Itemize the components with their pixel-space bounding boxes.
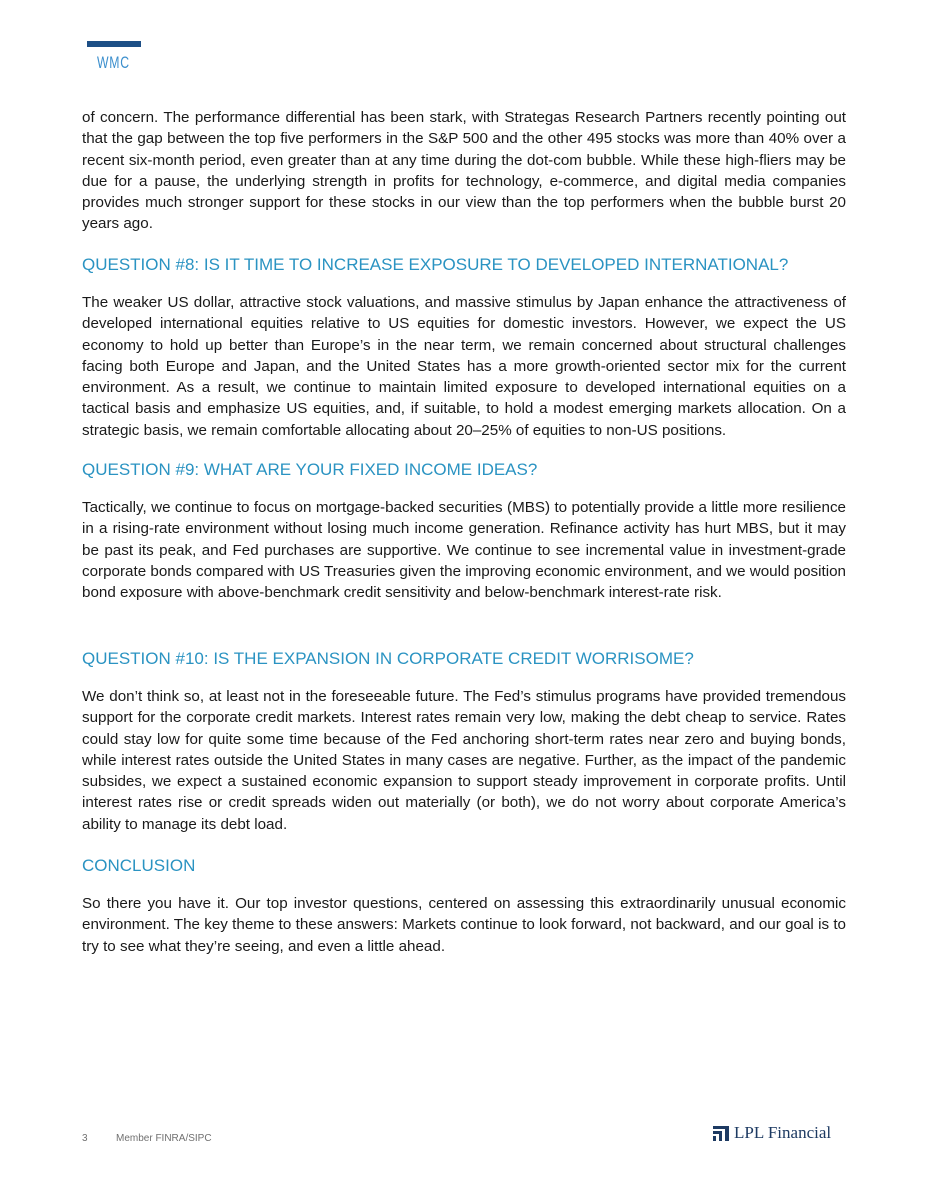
question-10-body: We don’t think so, at least not in the foreseeable future. The Fed’s stimulus programs have provided tremendous support for the corporate credit markets. Interest rates remain very low, making the debt cheap to service. Rates could stay low for quite some time because of the Fed anchoring short-term rates near zero and buying bonds, while interest rates outside the United States in many cases are negative. Further, as the impact of the pandemic subsides, we expect a sustained economic expansion to support steady improvement in corporate profits. Until interest rates rise or credit spreads widen out materially (or both), we do not worry about corporate America’s ability to manage its debt load. <box>82 688 846 833</box>
conclusion-body: So there you have it. Our top investor questions, centered on assessing this extraordinarily unusual economic environment. The key theme to these answers: Markets continue to look forward, not backward, and our goal is to try to see what they’re seeing, and even a little ahead. <box>82 895 846 955</box>
lpl-logo-icon <box>713 1126 729 1141</box>
page-number: 3 <box>82 1133 88 1144</box>
logo-bar <box>87 41 141 47</box>
lpl-brand-text: LPL Financial <box>734 1123 832 1142</box>
question-8-heading: QUESTION #8: IS IT TIME TO INCREASE EXPOSURE TO DEVELOPED INTERNATIONAL? <box>82 255 789 274</box>
question-9-body: Tactically, we continue to focus on mortgage-backed securities (MBS) to potentially provide a little more resilience in a rising-rate environment without losing much income generation. Refinance activity has hurt MBS, but it may be past its peak, and Fed purchases are supportive. We continue to see incremental value in investment-grade corporate bonds compared with US Treasuries given the improving economic environment, and we would position bond exposure with above-benchmark credit sensitivity and below-benchmark interest-rate risk. <box>82 499 846 602</box>
section-conclusion <box>82 855 846 957</box>
question-10-heading: QUESTION #10: IS THE EXPANSION IN CORPORATE CREDIT WORRISOME? <box>82 649 694 668</box>
section-question-9 <box>82 459 846 603</box>
logo-text: WMC <box>97 53 130 72</box>
intro-section <box>82 107 846 235</box>
lpl-financial-logo <box>713 1123 831 1143</box>
question-9-heading: QUESTION #9: WHAT ARE YOUR FIXED INCOME IDEAS? <box>82 460 538 479</box>
intro-paragraph: of concern. The performance differential has been stark, with Strategas Research Partners recently pointing out that the gap between the top five performers in the S&P 500 and the other 495 stocks was more than 40% over a recent six-month period, even greater than at any time during the dot-com bubble. While these high-fliers may be due for a pause, the underlying strength in profits for technology, e-commerce, and digital media companies provides much stronger support for these stocks in our view than the top performers when the bubble burst 20 years ago. <box>82 109 846 233</box>
conclusion-heading: CONCLUSION <box>82 856 196 875</box>
wmc-logo <box>87 41 142 73</box>
section-question-8 <box>82 254 846 441</box>
question-8-body: The weaker US dollar, attractive stock valuations, and massive stimulus by Japan enhance the attractiveness of developed international equities relative to US equities for domestic investors. However, we expect the US economy to hold up better than Europe’s in the near term, we remain concerned about structural challenges facing both Europe and Japan, and the United States has a more growth-oriented sector mix for the current environment. As a result, we continue to maintain limited exposure to developed international equities on a tactical basis and emphasize US equities, and, if suitable, to hold a modest emerging markets allocation. On a strategic basis, we remain comfortable allocating about 20–25% of equities to non-US positions. <box>82 294 846 439</box>
section-question-10 <box>82 648 846 835</box>
member-finra-text: Member FINRA/SIPC <box>116 1133 212 1144</box>
